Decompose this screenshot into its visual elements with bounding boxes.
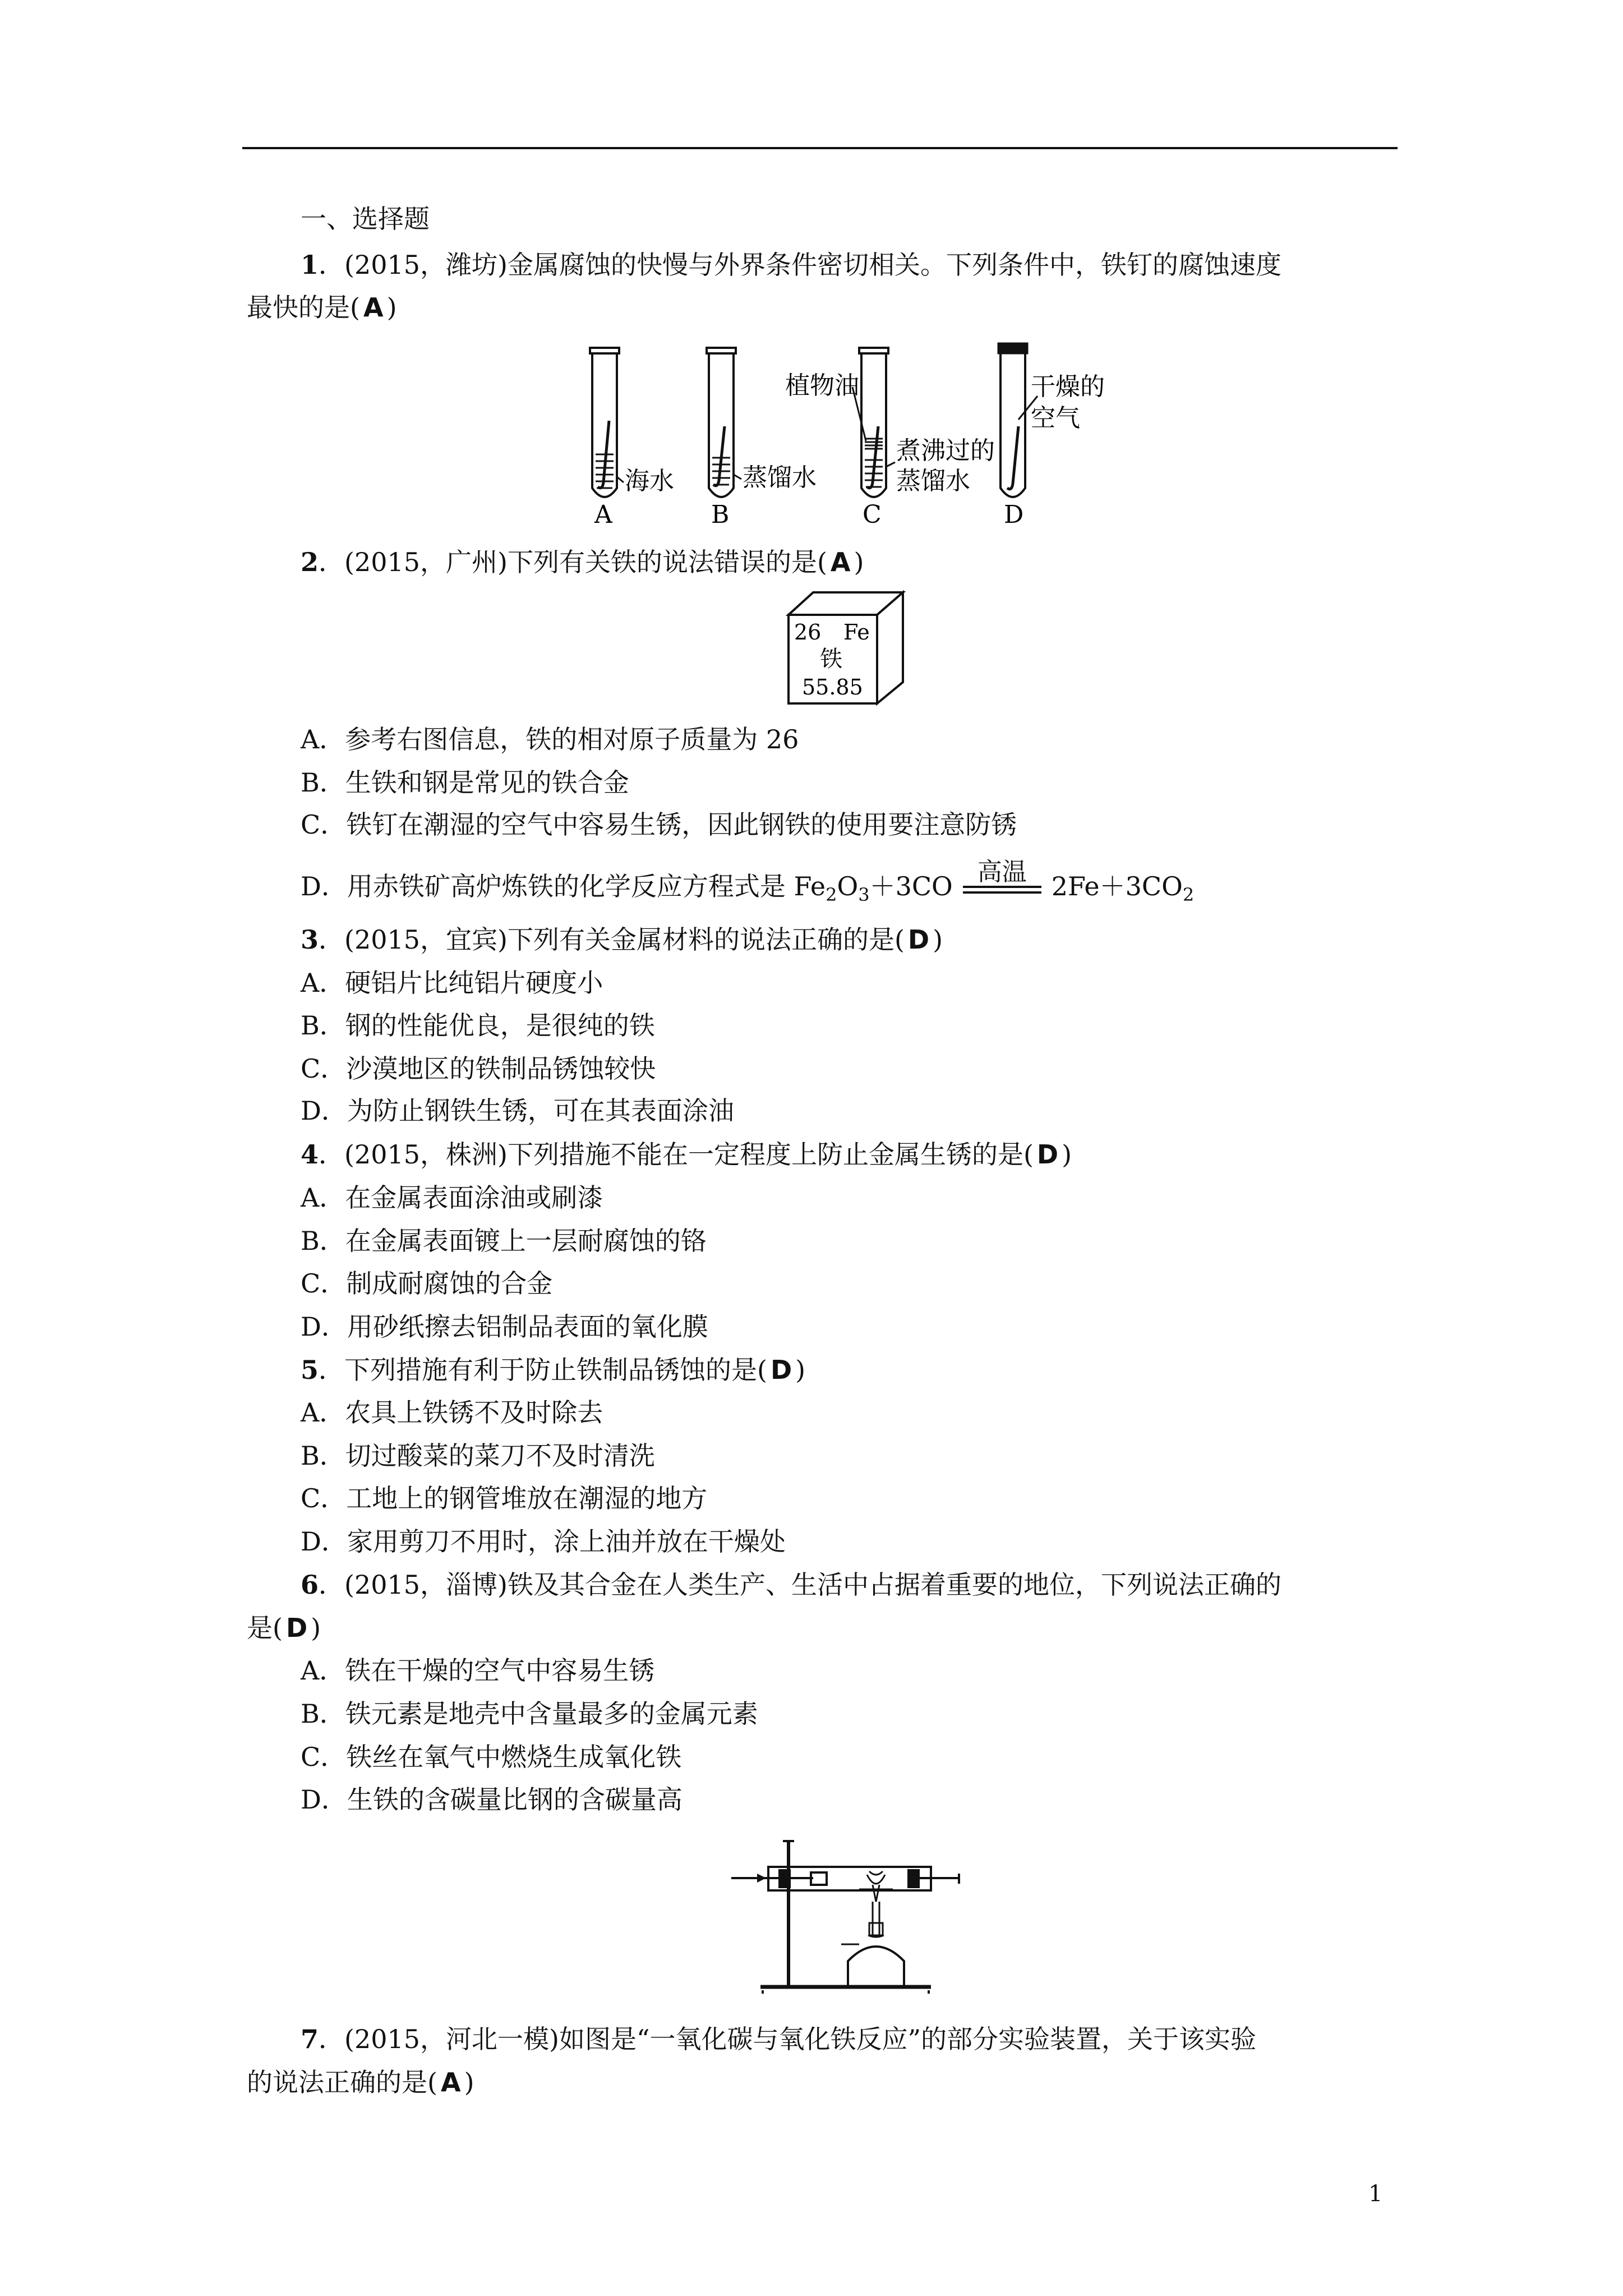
option-text: D．用赤铁矿高炉炼铁的化学反应方程式是 Fe xyxy=(301,871,826,901)
answer: D xyxy=(1036,1139,1059,1170)
co-reduction-apparatus xyxy=(729,1834,976,1997)
question-7-line-1 xyxy=(301,2022,1256,2056)
tube-d-label-2: 空气 xyxy=(1031,404,1080,432)
atomic-number: 26 xyxy=(794,620,822,645)
q2-option-d xyxy=(301,858,1195,912)
paren-close: ) xyxy=(464,2067,474,2097)
question-1-line-1 xyxy=(301,248,1281,282)
subscript: 2 xyxy=(826,884,837,905)
q4-option-d: D．用砂纸擦去铝制品表面的氧化膜 xyxy=(301,1312,708,1342)
tube-a xyxy=(590,348,674,529)
question-number: 6 xyxy=(301,1570,319,1600)
question-number: 1 xyxy=(301,250,319,280)
question-text: ．(2015，淄博)铁及其合金在人类生产、生活中占据着重要的地位，下列说法正确的 xyxy=(319,1570,1281,1600)
q6-option-a: A．铁在干燥的空气中容易生锈 xyxy=(301,1655,655,1686)
q3-option-a: A．硬铝片比纯铝片硬度小 xyxy=(301,968,603,998)
question-text: ．下列措施有利于防止铁制品锈蚀的是( xyxy=(319,1355,767,1385)
q3-option-b: B．钢的性能优良，是很纯的铁 xyxy=(301,1010,655,1041)
question-6-line-1 xyxy=(301,1568,1281,1602)
q6-option-d: D．生铁的含碳量比钢的含碳量高 xyxy=(301,1784,683,1815)
section-title: 一、选择题 xyxy=(301,204,430,234)
subscript: 3 xyxy=(858,884,870,905)
q6-option-b: B．铁元素是地壳中含量最多的金属元素 xyxy=(301,1699,758,1729)
paren-close: ) xyxy=(795,1355,806,1385)
question-6-line-2 xyxy=(247,1611,321,1645)
q5-option-a: A．农具上铁锈不及时除去 xyxy=(301,1397,603,1428)
q2-option-c: C．铁钉在潮湿的空气中容易生锈，因此钢铁的使用要注意防锈 xyxy=(301,809,1017,840)
q4-option-b: B．在金属表面镀上一层耐腐蚀的铬 xyxy=(301,1226,707,1256)
q3-option-c: C．沙漠地区的铁制品锈蚀较快 xyxy=(301,1053,656,1084)
tube-c-water-label-1: 煮沸过的 xyxy=(896,436,995,465)
question-number: 3 xyxy=(301,924,319,955)
question-text: ．(2015，株洲)下列措施不能在一定程度上防止金属生锈的是( xyxy=(319,1139,1034,1170)
tube-d xyxy=(998,343,1105,529)
paren-close: ) xyxy=(854,547,864,577)
q5-option-b: B．切过酸菜的菜刀不及时清洗 xyxy=(301,1441,655,1471)
page-number: 1 xyxy=(1368,2181,1383,2207)
reaction-condition xyxy=(963,859,1041,894)
element-name: 铁 xyxy=(820,646,842,672)
answer: A xyxy=(440,2067,461,2097)
tube-c-water-label-2: 蒸馏水 xyxy=(896,467,970,495)
question-text: ．(2015，宜宾)下列有关金属材料的说法正确的是( xyxy=(319,924,905,955)
question-2-line-1 xyxy=(301,545,864,579)
test-tube-figure xyxy=(572,342,1105,529)
question-text: 最快的是( xyxy=(247,292,360,323)
q4-option-a: A．在金属表面涂油或刷漆 xyxy=(301,1182,603,1213)
question-number: 4 xyxy=(301,1139,319,1170)
subscript: 2 xyxy=(1182,884,1195,905)
tube-c-oil-label: 植物油 xyxy=(785,371,859,400)
figure-label-a: A xyxy=(594,500,612,529)
tube-b-label: 蒸馏水 xyxy=(743,463,817,492)
q2-option-b: B．生铁和钢是常见的铁合金 xyxy=(301,767,629,798)
question-text: 是( xyxy=(247,1613,283,1643)
paren-close: ) xyxy=(1062,1139,1072,1170)
q5-option-c: C．工地上的钢管堆放在潮湿的地方 xyxy=(301,1483,708,1513)
paren-close: ) xyxy=(311,1613,321,1643)
question-3-line-1 xyxy=(301,923,943,956)
question-text: ．(2015，广州)下列有关铁的说法错误的是( xyxy=(319,547,827,577)
tube-a-label: 海水 xyxy=(625,467,674,495)
answer: D xyxy=(770,1355,792,1385)
option-text: 2Fe＋3CO xyxy=(1051,871,1183,901)
condition-text: 高温 xyxy=(977,858,1027,886)
q2-option-a: A．参考右图信息，铁的相对原子质量为 26 xyxy=(301,724,799,754)
question-text: 的说法正确的是( xyxy=(247,2067,437,2097)
question-number: 2 xyxy=(301,547,319,577)
figure-label-b: B xyxy=(711,500,730,529)
question-1-line-2 xyxy=(247,291,397,324)
question-number: 7 xyxy=(301,2024,319,2054)
question-5-line-1 xyxy=(301,1353,805,1387)
option-text: ＋3CO xyxy=(869,871,953,901)
iron-element-cube xyxy=(785,589,909,707)
tube-c xyxy=(785,348,995,529)
q6-option-c: C．铁丝在氧气中燃烧生成氧化铁 xyxy=(301,1742,682,1772)
answer: D xyxy=(285,1613,308,1643)
element-symbol: Fe xyxy=(843,620,870,645)
question-4-line-1 xyxy=(301,1138,1072,1171)
question-text: ．(2015，潍坊)金属腐蚀的快慢与外界条件密切相关。下列条件中，铁钉的腐蚀速度 xyxy=(319,250,1281,280)
header-rule xyxy=(242,147,1398,149)
paren-close: ) xyxy=(386,292,397,323)
question-7-line-2 xyxy=(247,2065,474,2099)
atomic-mass: 55.85 xyxy=(802,675,863,700)
figure-label-d: D xyxy=(1004,500,1024,529)
question-number: 5 xyxy=(301,1355,319,1385)
question-text: ．(2015，河北一模)如图是“一氧化碳与氧化铁反应”的部分实验装置，关于该实验 xyxy=(319,2024,1257,2054)
paren-close: ) xyxy=(933,924,943,955)
q5-option-d: D．家用剪刀不用时，涂上油并放在干燥处 xyxy=(301,1526,786,1557)
answer: A xyxy=(363,292,384,323)
answer: D xyxy=(907,924,930,955)
option-text: O xyxy=(837,871,859,901)
q4-option-c: C．制成耐腐蚀的合金 xyxy=(301,1268,553,1299)
figure-label-c: C xyxy=(863,500,882,529)
tube-d-label-1: 干燥的 xyxy=(1031,372,1105,401)
q3-option-d: D．为防止钢铁生锈，可在其表面涂油 xyxy=(301,1096,734,1126)
answer: A xyxy=(830,547,851,577)
